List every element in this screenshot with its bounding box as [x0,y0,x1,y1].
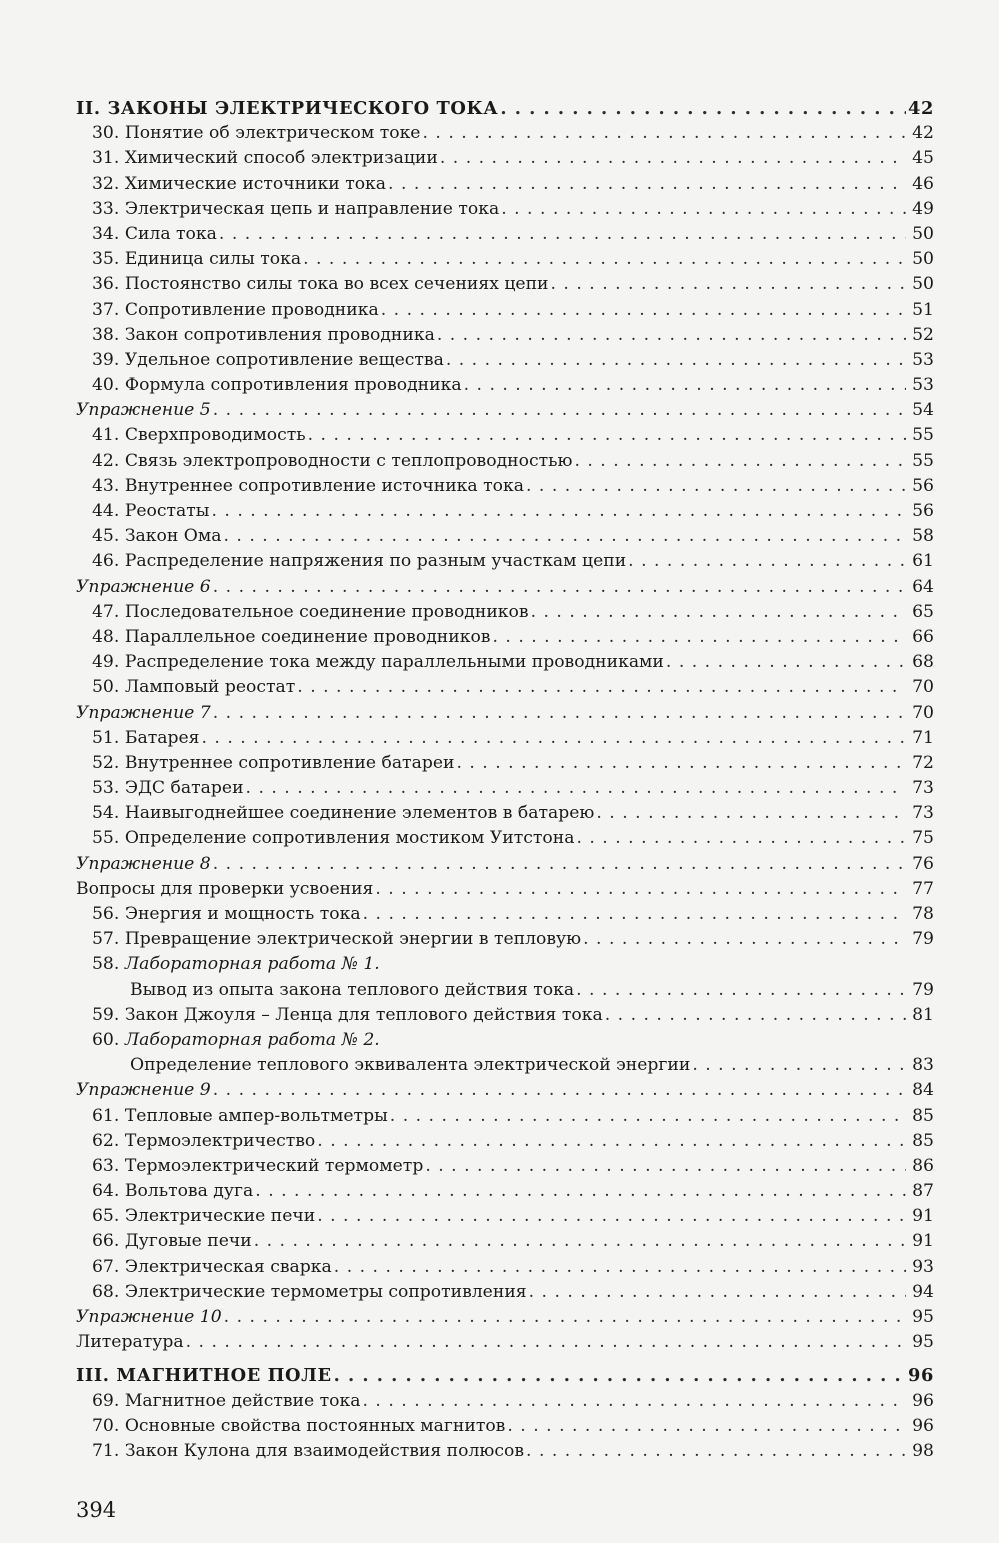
toc-entry-title: Магнитное действие тока [124,1390,361,1411]
toc-entry [76,1129,934,1154]
toc-page-number: 83 [912,1055,934,1076]
toc-entry [76,1154,934,1179]
toc-page-number: 46 [912,173,934,194]
dot-leader [363,902,906,927]
dot-leader [223,524,906,549]
toc-page-number: 73 [912,778,934,799]
toc-page-number: 45 [912,148,934,169]
toc-exercise [76,701,934,726]
toc-entry-title: Упражнение 5 [76,400,211,421]
toc-page-number: 81 [912,1004,934,1025]
toc-entry-title: Последовательное соединение проводников [124,601,529,622]
dot-leader [219,222,906,247]
toc-page-number: 72 [912,752,934,773]
dot-leader [440,146,906,171]
toc-entry-title: Формула сопротивления проводника [124,375,462,396]
toc-entry-title: Реостаты [124,501,210,521]
toc-entry [76,1280,934,1305]
toc-page-number: 75 [912,828,934,849]
toc-entry-title: Связь электропроводности с теплопроводностью [124,450,573,471]
toc-entry [76,449,934,474]
toc-entry [76,927,934,952]
toc-entry-number: 31. [92,148,120,169]
toc-page-number: 98 [912,1440,934,1461]
dot-leader [596,801,906,826]
toc-entry-title: Тепловые ампер-вольтметры [124,1105,388,1126]
toc-entry [76,474,934,499]
toc-entry [76,751,934,776]
toc-entry-number: 37. [92,299,120,320]
toc-entry-number: 69. [92,1390,120,1411]
toc-entry-number: 45. [92,526,120,547]
toc-entry-title: Наивыгоднейшее соединение элементов в батарею [124,803,595,824]
toc-page-number: 71 [912,727,934,748]
toc-page-number: 53 [912,349,934,370]
toc-entry-title: Закон Ома [124,526,222,547]
toc-page-number: 53 [912,375,934,396]
toc-entry-title: Дуговые печи [124,1231,252,1252]
toc-entry-number: 62. [92,1130,120,1151]
dot-leader [246,776,906,801]
toc-entry-title: Распределение тока между параллельными проводниками [124,652,664,673]
toc-page-number: 56 [912,501,934,521]
toc-entry-title: Упражнение 10 [76,1307,222,1327]
toc-entry-title: Лабораторная работа № 1. [124,954,380,975]
toc-entry-number: 59. [92,1004,120,1025]
dot-leader [583,927,906,952]
toc-entry-number: 58. [92,954,120,975]
toc-page-number: 50 [912,249,934,270]
toc-page-number: 70 [912,677,934,698]
toc-entry-number: 68. [92,1281,120,1302]
toc-entry-number: 60. [92,1029,120,1050]
toc-entry-number: 63. [92,1155,120,1176]
toc-entry-number: 65. [92,1206,120,1227]
toc-page-number: 84 [912,1080,934,1101]
toc-entry-number: 35. [92,249,120,270]
toc-entry [76,952,934,977]
dot-leader [692,1053,906,1078]
toc-entry [76,499,934,524]
dot-leader [446,348,906,373]
toc-entry-number: 55. [92,828,120,849]
toc-entry-number: 33. [92,198,120,219]
toc-entry-title: Сверхпроводимость [124,425,306,446]
toc-entry-title: Основные свойства постоянных магнитов [124,1415,506,1436]
dot-leader [576,978,906,1003]
dot-leader [422,121,906,146]
toc-entry-continuation [76,978,934,1003]
toc-entry-title: ЗАКОНЫ ЭЛЕКТРИЧЕСКОГО ТОКА [107,98,499,119]
dot-leader [317,1129,906,1154]
toc-entry-number: 54. [92,803,120,824]
toc-entry-title: Ламповый реостат [124,677,296,698]
toc-page-number: 79 [912,979,934,1000]
dot-leader [186,1330,906,1355]
toc-entry-title: Единица силы тока [124,249,302,270]
toc-page-number: 52 [912,324,934,345]
toc-entry-number: 39. [92,349,120,370]
toc-entry-continuation [76,1053,934,1078]
toc-entry-title: Энергия и мощность тока [124,904,361,924]
toc-entry [76,222,934,247]
toc-page-number: 86 [912,1155,934,1176]
toc-entry [76,323,934,348]
dot-leader [526,1439,906,1464]
toc-entry-title: Внутреннее сопротивление источника тока [124,475,524,496]
toc-page-number: 54 [912,400,934,421]
toc-entry-title: Закон Кулона для взаимодействия полюсов [124,1440,525,1461]
toc-page-number: 42 [912,123,934,144]
toc-entry [76,1104,934,1129]
toc-entry [76,1414,934,1439]
toc-entry [76,1204,934,1229]
toc-entry-number: 38. [92,324,120,345]
toc-page-number: 96 [908,1365,934,1387]
toc-page-number: 42 [908,98,934,119]
toc-chapter [76,1363,934,1388]
toc-entry-title: Параллельное соединение проводников [124,626,491,647]
toc-entry-number: III. [76,1365,110,1387]
toc-entry-title: Определение теплового эквивалента электрической энергии [130,1055,691,1076]
toc-entry-number: 30. [92,123,120,144]
toc-page-number: 96 [912,1390,934,1411]
toc-entry-title: Электрические печи [124,1206,316,1227]
toc-entry-title: Удельное сопротивление вещества [124,349,444,370]
toc-entry [76,1389,934,1414]
toc-page-number: 91 [912,1206,934,1227]
toc-page-number: 65 [912,601,934,622]
toc-entry [76,423,934,448]
toc-entry [76,675,934,700]
toc-chapter [76,96,934,121]
toc-exercise [76,1078,934,1103]
toc-entry-title: Вывод из опыта закона теплового действия тока [130,979,575,1000]
toc-entry-title: Электрическая цепь и направление тока [124,198,500,219]
toc-entry [76,902,934,927]
toc-entry-title: МАГНИТНОЕ ПОЛЕ [116,1365,332,1387]
toc-entry-number: 47. [92,601,120,622]
toc-entry [76,1255,934,1280]
dot-leader [437,323,906,348]
toc-entry-number: 57. [92,929,120,950]
toc-entry [76,600,934,625]
toc-page-number: 61 [912,551,934,572]
toc-entry-title: Химический способ электризации [124,148,438,169]
toc-entry-title: Вопросы для проверки усвоения [76,878,374,899]
toc-page-number: 68 [912,652,934,673]
dot-leader [492,625,906,650]
dot-leader [531,600,906,625]
dot-leader [500,96,906,121]
toc-page-number: 85 [912,1130,934,1151]
toc-entry-title: Упражнение 8 [76,853,211,874]
toc-entry-number: 56. [92,904,120,924]
toc-entry-number: 46. [92,551,120,572]
dot-leader [211,499,906,524]
toc-entry-number: 49. [92,652,120,673]
toc-entry [76,726,934,751]
toc-exercise [76,1305,934,1330]
toc-entry-number: 36. [92,274,120,295]
toc-entry-number: 34. [92,223,120,244]
toc-entry-number: 43. [92,475,120,496]
toc-entry-number: 61. [92,1105,120,1126]
dot-leader [507,1414,906,1439]
toc-entry-title: Вольтова дуга [124,1181,254,1202]
toc-entry [76,272,934,297]
toc-page-number: 87 [912,1181,934,1202]
page-number: 394 [76,1498,117,1522]
toc-entry-title: Закон Джоуля – Ленца для теплового действия тока [124,1004,603,1025]
toc-entry-title: Постоянство силы тока во всех сечениях цепи [124,274,549,295]
toc-entry [76,197,934,222]
toc-entry-title: Термоэлектрический термометр [124,1155,424,1176]
dot-leader [390,1104,906,1129]
dot-leader [308,423,906,448]
toc-entry-number: 53. [92,778,120,799]
toc-entry-title: Упражнение 9 [76,1080,211,1101]
toc-page-number: 49 [912,198,934,219]
toc-entry [76,625,934,650]
toc-entry-title: Превращение электрической энергии в тепловую [124,929,582,950]
toc-entry-number: 41. [92,425,120,446]
dot-leader [388,172,906,197]
table-of-contents [76,96,934,1464]
toc-entry-number: 50. [92,677,120,698]
toc-page-number: 58 [912,526,934,547]
dot-leader [666,650,906,675]
toc-entry-title: ЭДС батареи [124,778,244,799]
toc-exercise [76,575,934,600]
toc-page-number: 77 [912,878,934,899]
dot-leader [381,298,906,323]
dot-leader [303,247,906,272]
toc-page-number: 51 [912,299,934,320]
toc-entry-number: 32. [92,173,120,194]
toc-entry-title: Термоэлектричество [124,1130,316,1151]
toc-entry-title: Сопротивление проводника [124,299,379,320]
dot-leader [255,1179,906,1204]
toc-entry [76,776,934,801]
toc-page-number: 96 [912,1415,934,1436]
toc-page-number: 70 [912,702,934,723]
dot-leader [526,474,906,499]
dot-leader [213,701,906,726]
toc-entry-title: Распределение напряжения по разным участкам цепи [124,551,627,572]
dot-leader [334,1255,906,1280]
toc-entry-number: 64. [92,1181,120,1202]
dot-leader [576,826,906,851]
toc-entry [76,801,934,826]
toc-entry-number: 51. [92,727,120,748]
toc-entry-number: 66. [92,1231,120,1252]
toc-entry-number: 42. [92,450,120,471]
toc-entry-number: 44. [92,501,120,521]
dot-leader [425,1154,906,1179]
dot-leader [213,852,906,877]
toc-entry [76,348,934,373]
toc-page-number: 73 [912,803,934,824]
toc-entry [76,524,934,549]
toc-page-number: 56 [912,475,934,496]
toc-exercise [76,852,934,877]
dot-leader [224,1305,906,1330]
toc-page-number: 64 [912,576,934,597]
toc-entry-title: Электрическая сварка [124,1256,332,1277]
dot-leader [297,675,906,700]
toc-page-number: 95 [912,1332,934,1353]
toc-entry [76,146,934,171]
toc-entry-title: Упражнение 7 [76,702,211,723]
toc-page-number: 91 [912,1231,934,1252]
toc-entry-title: Литература [76,1332,184,1353]
dot-leader [529,1280,906,1305]
toc-page-number: 76 [912,853,934,874]
dot-leader [551,272,907,297]
toc-entry-title: Определение сопротивления мостиком Уитстона [124,828,575,849]
dot-leader [317,1204,906,1229]
toc-page-number: 50 [912,274,934,295]
toc-entry [76,650,934,675]
dot-leader [201,726,906,751]
toc-entry [76,1179,934,1204]
toc-entry-number: 52. [92,752,120,773]
toc-entry [76,1028,934,1053]
toc-entry-number: II. [76,98,101,119]
dot-leader [501,197,906,222]
toc-entry-title: Упражнение 6 [76,576,211,597]
toc-page-number: 66 [912,626,934,647]
toc-entry-title: Электрические термометры сопротивления [124,1281,527,1302]
toc-entry [76,1229,934,1254]
dot-leader [213,1078,906,1103]
toc-entry-number: 48. [92,626,120,647]
toc-entry [76,247,934,272]
toc-entry [76,877,934,902]
toc-exercise [76,398,934,423]
dot-leader [464,373,906,398]
dot-leader [254,1229,906,1254]
dot-leader [362,1389,906,1414]
toc-page-number: 55 [912,450,934,471]
dot-leader [628,549,906,574]
toc-entry [76,549,934,574]
dot-leader [456,751,906,776]
dot-leader [213,575,906,600]
toc-page-number: 55 [912,425,934,446]
toc-entry [76,826,934,851]
toc-page-number: 95 [912,1307,934,1327]
toc-page-number: 50 [912,223,934,244]
toc-page-number: 78 [912,904,934,924]
toc-entry-number: 70. [92,1415,120,1436]
toc-page-number: 93 [912,1256,934,1277]
toc-entry-title: Понятие об электрическом токе [124,123,421,144]
dot-leader [574,449,906,474]
toc-entry [76,1330,934,1355]
toc-entry-title: Батарея [124,727,200,748]
toc-entry-number: 67. [92,1256,120,1277]
toc-entry-title: Сила тока [124,223,217,244]
toc-page-number: 94 [912,1281,934,1302]
dot-leader [375,877,906,902]
toc-entry [76,298,934,323]
toc-page-number: 79 [912,929,934,950]
toc-entry-title: Химические источники тока [124,173,387,194]
toc-entry [76,373,934,398]
toc-entry [76,1439,934,1464]
toc-entry [76,1003,934,1028]
toc-entry-title: Внутреннее сопротивление батареи [124,752,455,773]
toc-entry [76,172,934,197]
dot-leader [213,398,906,423]
toc-entry-title: Закон сопротивления проводника [124,324,435,345]
toc-entry-title: Лабораторная работа № 2. [124,1029,380,1050]
dot-leader [605,1003,906,1028]
toc-page-number: 85 [912,1105,934,1126]
toc-entry [76,121,934,146]
dot-leader [334,1363,906,1388]
toc-entry-number: 71. [92,1440,120,1461]
toc-entry-number: 40. [92,375,120,396]
